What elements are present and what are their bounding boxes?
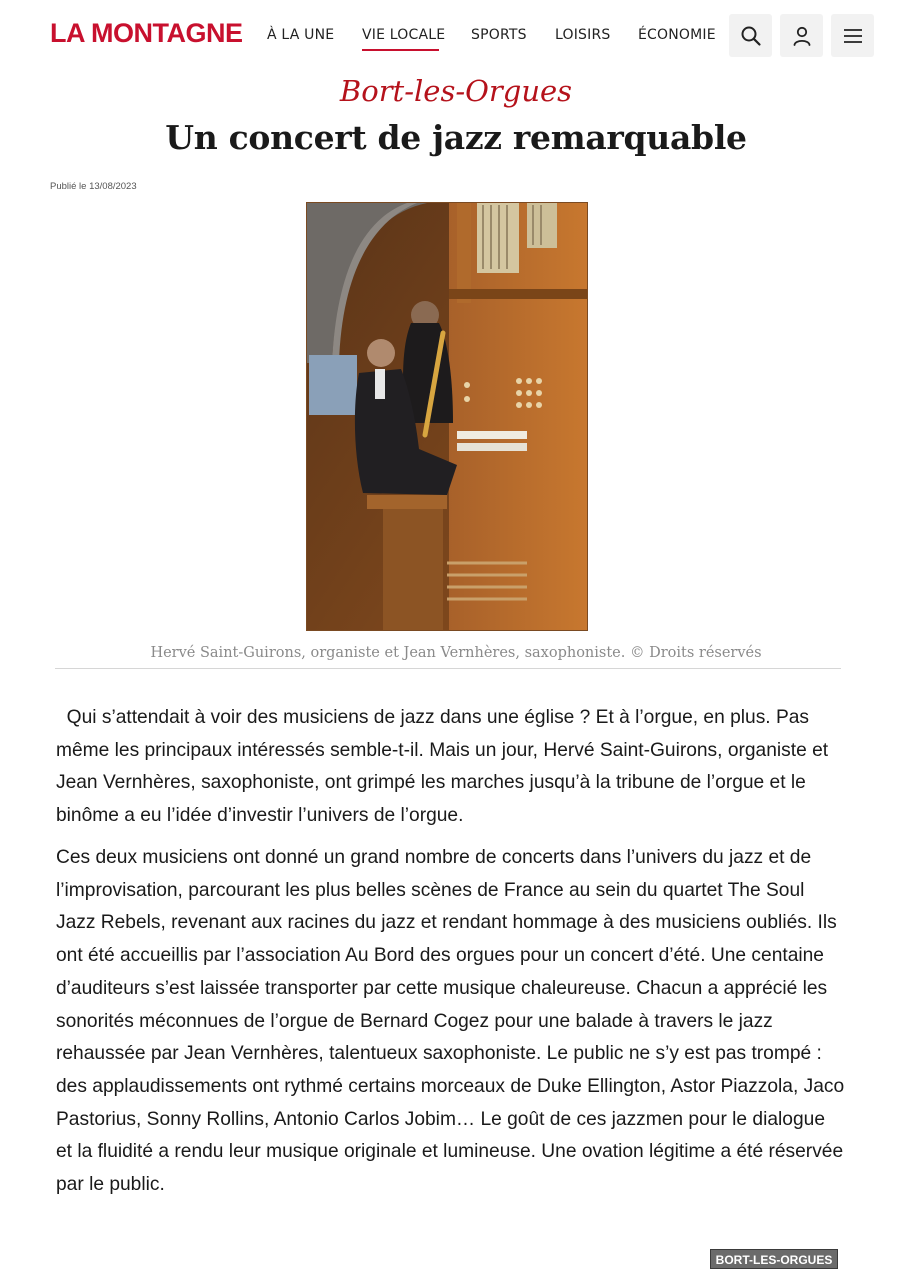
nav-item-vie-locale[interactable]: VIE LOCALE: [362, 27, 446, 43]
article-title: Un concert de jazz remarquable: [165, 118, 747, 157]
user-icon: [791, 25, 813, 47]
location-tag[interactable]: BORT-LES-ORGUES: [710, 1249, 838, 1269]
photo-caption: Hervé Saint-Guirons, organiste et Jean Vernhères, saxophoniste. © Droits réservés: [150, 645, 762, 661]
menu-button[interactable]: [831, 14, 874, 57]
menu-icon: [842, 25, 864, 47]
nav-item-economie[interactable]: ÉCONOMIE: [638, 27, 716, 43]
article-kicker-location[interactable]: Bort-les-Orgues: [339, 74, 573, 108]
caption-divider: [55, 668, 841, 669]
nav-item-a-la-une[interactable]: À LA UNE: [267, 27, 335, 43]
nav-item-loisirs[interactable]: LOISIRS: [555, 27, 611, 43]
account-button[interactable]: [780, 14, 823, 57]
site-logo[interactable]: LA MONTAGNE: [50, 18, 243, 48]
nav-active-indicator: [362, 49, 439, 51]
article-paragraph-1: Qui s’attendait à voir des musiciens de jazz dans une église ? Et à l’orgue, en plus. Pas même les principaux intéressés semble-t-il. Mais un jour, Hervé Saint-Guirons, organiste et Jean Vernhères, saxophoniste, ont grimpé les marches jusqu’à la tribune de l’orgue et le binôme a eu l’idée d’investir l’univers de l’orgue.: [56, 707, 834, 827]
nav-item-sports[interactable]: SPORTS: [471, 27, 527, 43]
search-button[interactable]: [729, 14, 772, 57]
organ-photo-illustration: [307, 203, 588, 631]
article-paragraph-2: Ces deux musiciens ont donné un grand nombre de concerts dans l’univers du jazz et de l’improvisation, parcourant les plus belles scènes de France au sein du quartet The Soul Jazz Rebels, revenant aux racines du jazz et rendant hommage à des musiciens oubliés. Ils ont été accueillis par l’association Au Bord des orgues pour un concert d’été. Une centaine d’auditeurs s’est laissée transporter par cette musique chaleureuse. Chacun a apprécié les sonorités méconnues de l’orgue de Bernard Cogez pour une balade à travers le jazz rehaussée par Jean Vernhères, talentueux saxophoniste. Le public ne s’y est pas trompé : des applaudissements ont rythmé certains morceaux de Duke Ellington, Astor Piazzola, Jaco Pastorius, Sonny Rollins, Antonio Carlos Jobim… Le goût de ces jazzmen pour le dialogue et la fluidité a rendu leur musique originale et lumineuse. Une ovation légitime a été réservée par le public.: [56, 847, 845, 1196]
publication-date: Publié le 13/08/2023: [50, 181, 137, 192]
site-header: [0, 0, 912, 72]
article-photo: [306, 202, 588, 631]
search-icon: [740, 25, 762, 47]
